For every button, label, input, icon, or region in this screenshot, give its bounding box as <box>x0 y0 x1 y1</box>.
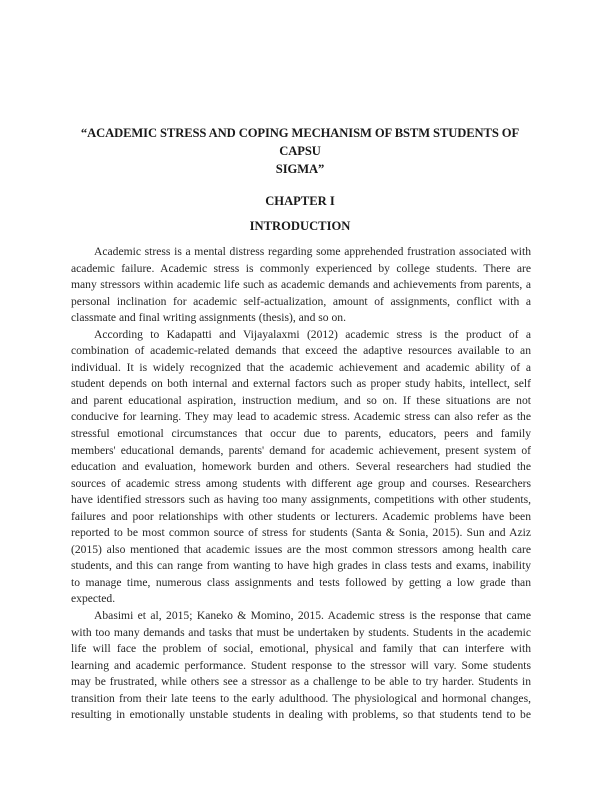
text-line: reported to be most common source of stress for students (Santa & Sonia, 2015). Sun and Aziz <box>71 526 531 540</box>
text-line: students, and this can range from wanting to have high grades in class tests and exams, inability <box>71 559 531 573</box>
text-line: classmate and final writing assignments (thesis), and so on. <box>71 311 346 325</box>
paragraph-1 <box>71 244 531 327</box>
text-line: combination of academic-related demands that exceed the adaptive resources available to an <box>71 344 531 358</box>
text-line: conducive for learning. They may lead to academic stress. Academic stress can also refer as the <box>71 410 531 424</box>
text-line: resulting in emotionally unstable students in dealing with problems, so that students tend to be <box>71 708 531 722</box>
text-line: Academic stress is a mental distress regarding some apprehended frustration associated with <box>94 245 531 258</box>
text-line: personal inclination for academic self-actualization, amount of assignments, conflict with a <box>71 294 531 308</box>
text-line: learning and academic performance. Student response to the stressor will vary. Some students <box>71 658 531 672</box>
title-line-2: SIGMA” <box>275 162 325 176</box>
title-line-1: “ACADEMIC STRESS AND COPING MECHANISM OF BSTM STUDENTS OF CAPSU <box>80 126 520 158</box>
text-line: and parent educational aspiration, instruction medium, and so on. If these situations are not <box>71 393 531 407</box>
text-line: (2015) also mentioned that academic issues are the most common stressors among health care <box>71 542 531 556</box>
text-line: life will face the problem of social, emotional, physical and family that can interfere with <box>71 642 531 656</box>
text-line: According to Kadapatti and Vijayalaxmi (2012) academic stress is the product of a <box>94 327 531 341</box>
text-line: education and evaluation, homework burden and others. Several researchers had studied the <box>71 460 531 474</box>
text-line: have identified stressors such as having too many assignments, competitions with other students, <box>71 493 531 507</box>
text-line: academic failure. Academic stress is commonly experienced by college students. There are <box>71 261 531 275</box>
text-line: transition from their late teens to the early adulthood. The physiological and hormonal changes, <box>71 691 531 705</box>
document-title <box>64 124 536 178</box>
paragraph-2 <box>71 327 531 608</box>
text-line: may be frustrated, while others see a stressor as a challenge to be able to try harder. Students in <box>71 675 531 689</box>
body-text <box>71 244 531 724</box>
text-line: members' educational demands, parents' demand for academic achievement, present system of <box>71 443 531 457</box>
text-line: expected. <box>71 592 116 606</box>
text-line: failures and poor relationships with other students or lecturers. Academic problems have been <box>71 509 531 523</box>
paragraph-3 <box>71 608 531 724</box>
text-line: sources of academic stress among students with different age group and courses. Researchers <box>71 476 531 490</box>
text-line: with too many demands and tasks that must be undertaken by students. Students in the academic <box>71 625 531 639</box>
text-line: individual. It is widely recognized that the academic achievement and academic ability of a <box>71 360 531 374</box>
section-heading: INTRODUCTION <box>249 219 351 233</box>
chapter-heading: CHAPTER I <box>265 194 335 208</box>
text-line: many stressors within academic life such as academic demands and achievements from parents, a <box>71 278 531 292</box>
text-line: to manage time, numerous class assignments and tests followed by getting a low grade than <box>71 575 531 589</box>
text-line: student depends on both internal and external factors such as proper study habits, intellect, self <box>71 377 531 391</box>
text-line: Abasimi et al, 2015; Kaneko & Momino, 2015. Academic stress is the response that came <box>94 609 531 623</box>
text-line: stressful emotional circumstances that occur due to parents, educators, peers and family <box>71 427 531 441</box>
